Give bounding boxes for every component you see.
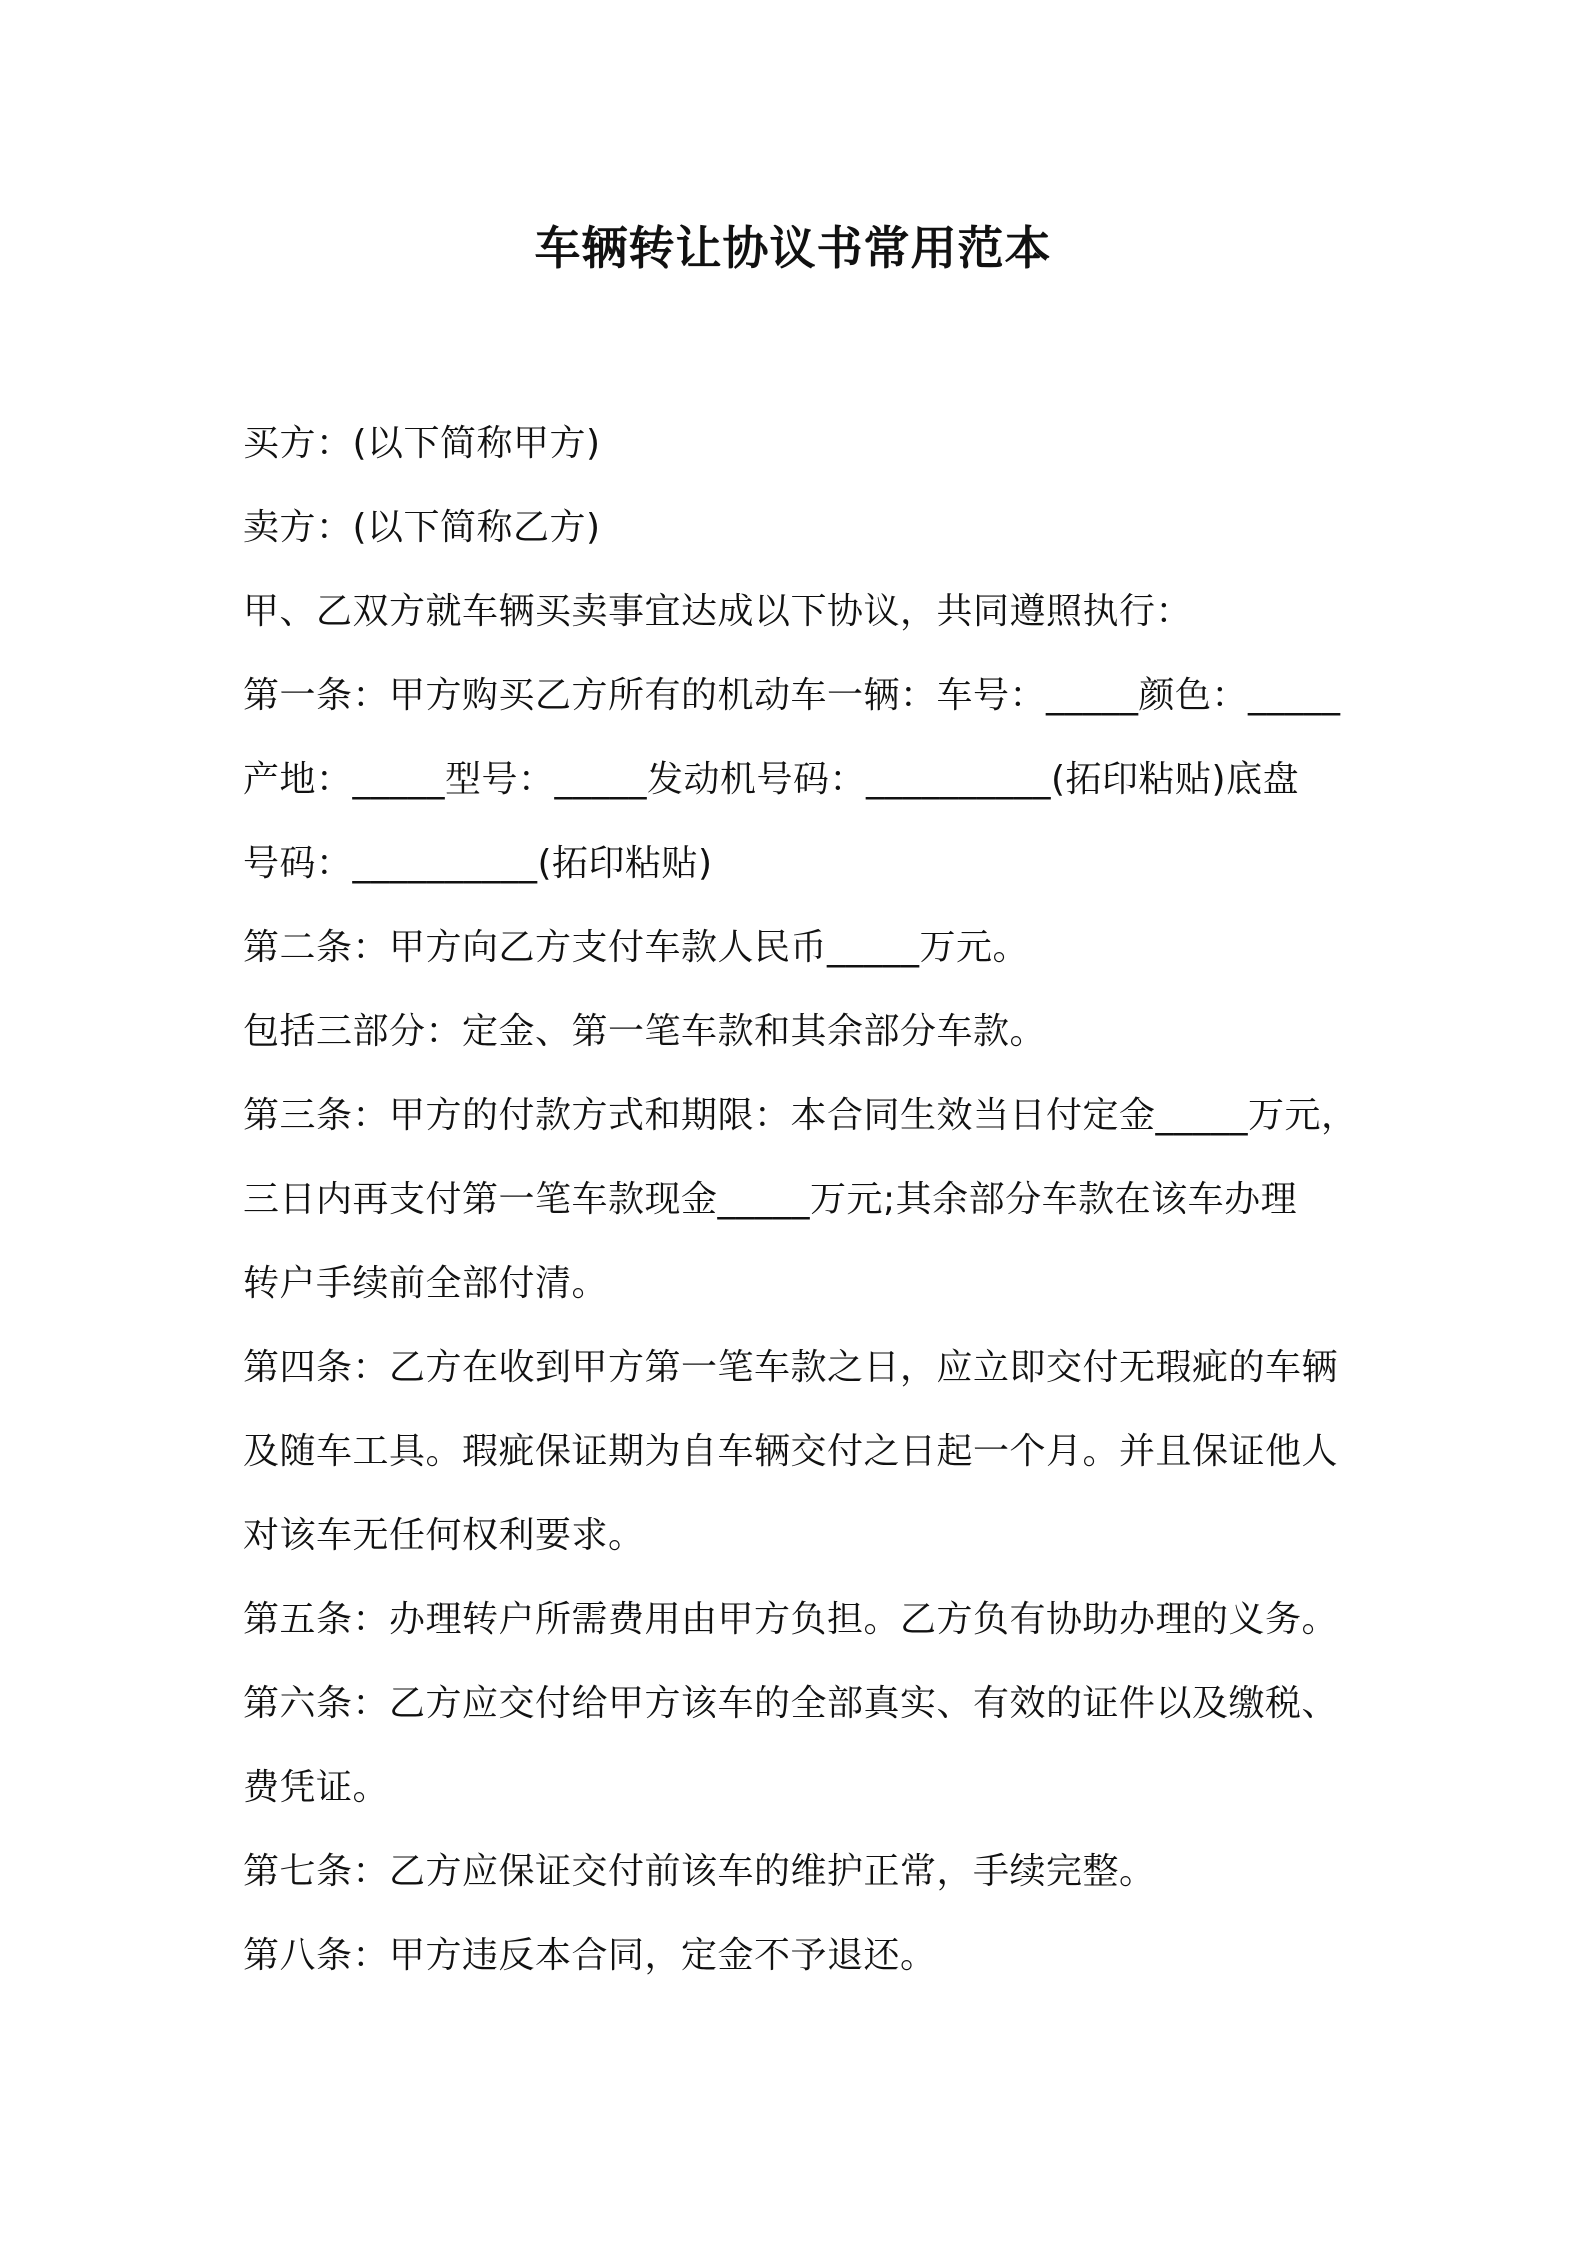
document-body xyxy=(243,402,1358,1998)
text-line: 转户手续前全部付清。 xyxy=(243,1263,609,1304)
text-line: 第五条：办理转户所需费用由甲方负担。乙方负有协助办理的义务。 xyxy=(243,1599,1339,1640)
text-line: 卖方：(以下简称乙方) xyxy=(243,507,601,548)
text-line: 及随车工具。瑕疵保证期为自车辆交付之日起一个月。并且保证他人 xyxy=(243,1431,1339,1472)
document-title: 车辆转让协议书常用范本 xyxy=(534,221,1052,275)
text-line: 第四条：乙方在收到甲方第一笔车款之日，应立即交付无瑕疵的车辆 xyxy=(243,1347,1339,1388)
text-line: 包括三部分：定金、第一笔车款和其余部分车款。 xyxy=(243,1011,1047,1052)
text-line: 买方：(以下简称甲方) xyxy=(243,423,601,464)
text-line: 第六条：乙方应交付给甲方该车的全部真实、有效的证件以及缴税、 xyxy=(243,1683,1339,1724)
text-line: 费凭证。 xyxy=(243,1767,390,1808)
text-line: 第七条：乙方应保证交付前该车的维护正常，手续完整。 xyxy=(243,1851,1156,1892)
text-line: 三日内再支付第一笔车款现金_____万元;其余部分车款在该车办理 xyxy=(243,1179,1298,1220)
text-line: 第三条：甲方的付款方式和期限：本合同生效当日付定金_____万元， xyxy=(243,1095,1358,1136)
text-line: 产地：_____型号：_____发动机号码：__________(拓印粘贴)底盘 xyxy=(243,759,1300,800)
text-line: 号码：__________(拓印粘贴) xyxy=(243,843,713,884)
text-line: 甲、乙双方就车辆买卖事宜达成以下协议，共同遵照执行： xyxy=(243,591,1193,632)
text-line: 第一条：甲方购买乙方所有的机动车一辆：车号：_____颜色：_____ xyxy=(243,675,1341,716)
text-line: 对该车无任何权利要求。 xyxy=(243,1515,645,1556)
text-line: 第八条：甲方违反本合同，定金不予退还。 xyxy=(243,1935,937,1976)
text-line: 第二条：甲方向乙方支付车款人民币_____万元。 xyxy=(243,927,1030,968)
